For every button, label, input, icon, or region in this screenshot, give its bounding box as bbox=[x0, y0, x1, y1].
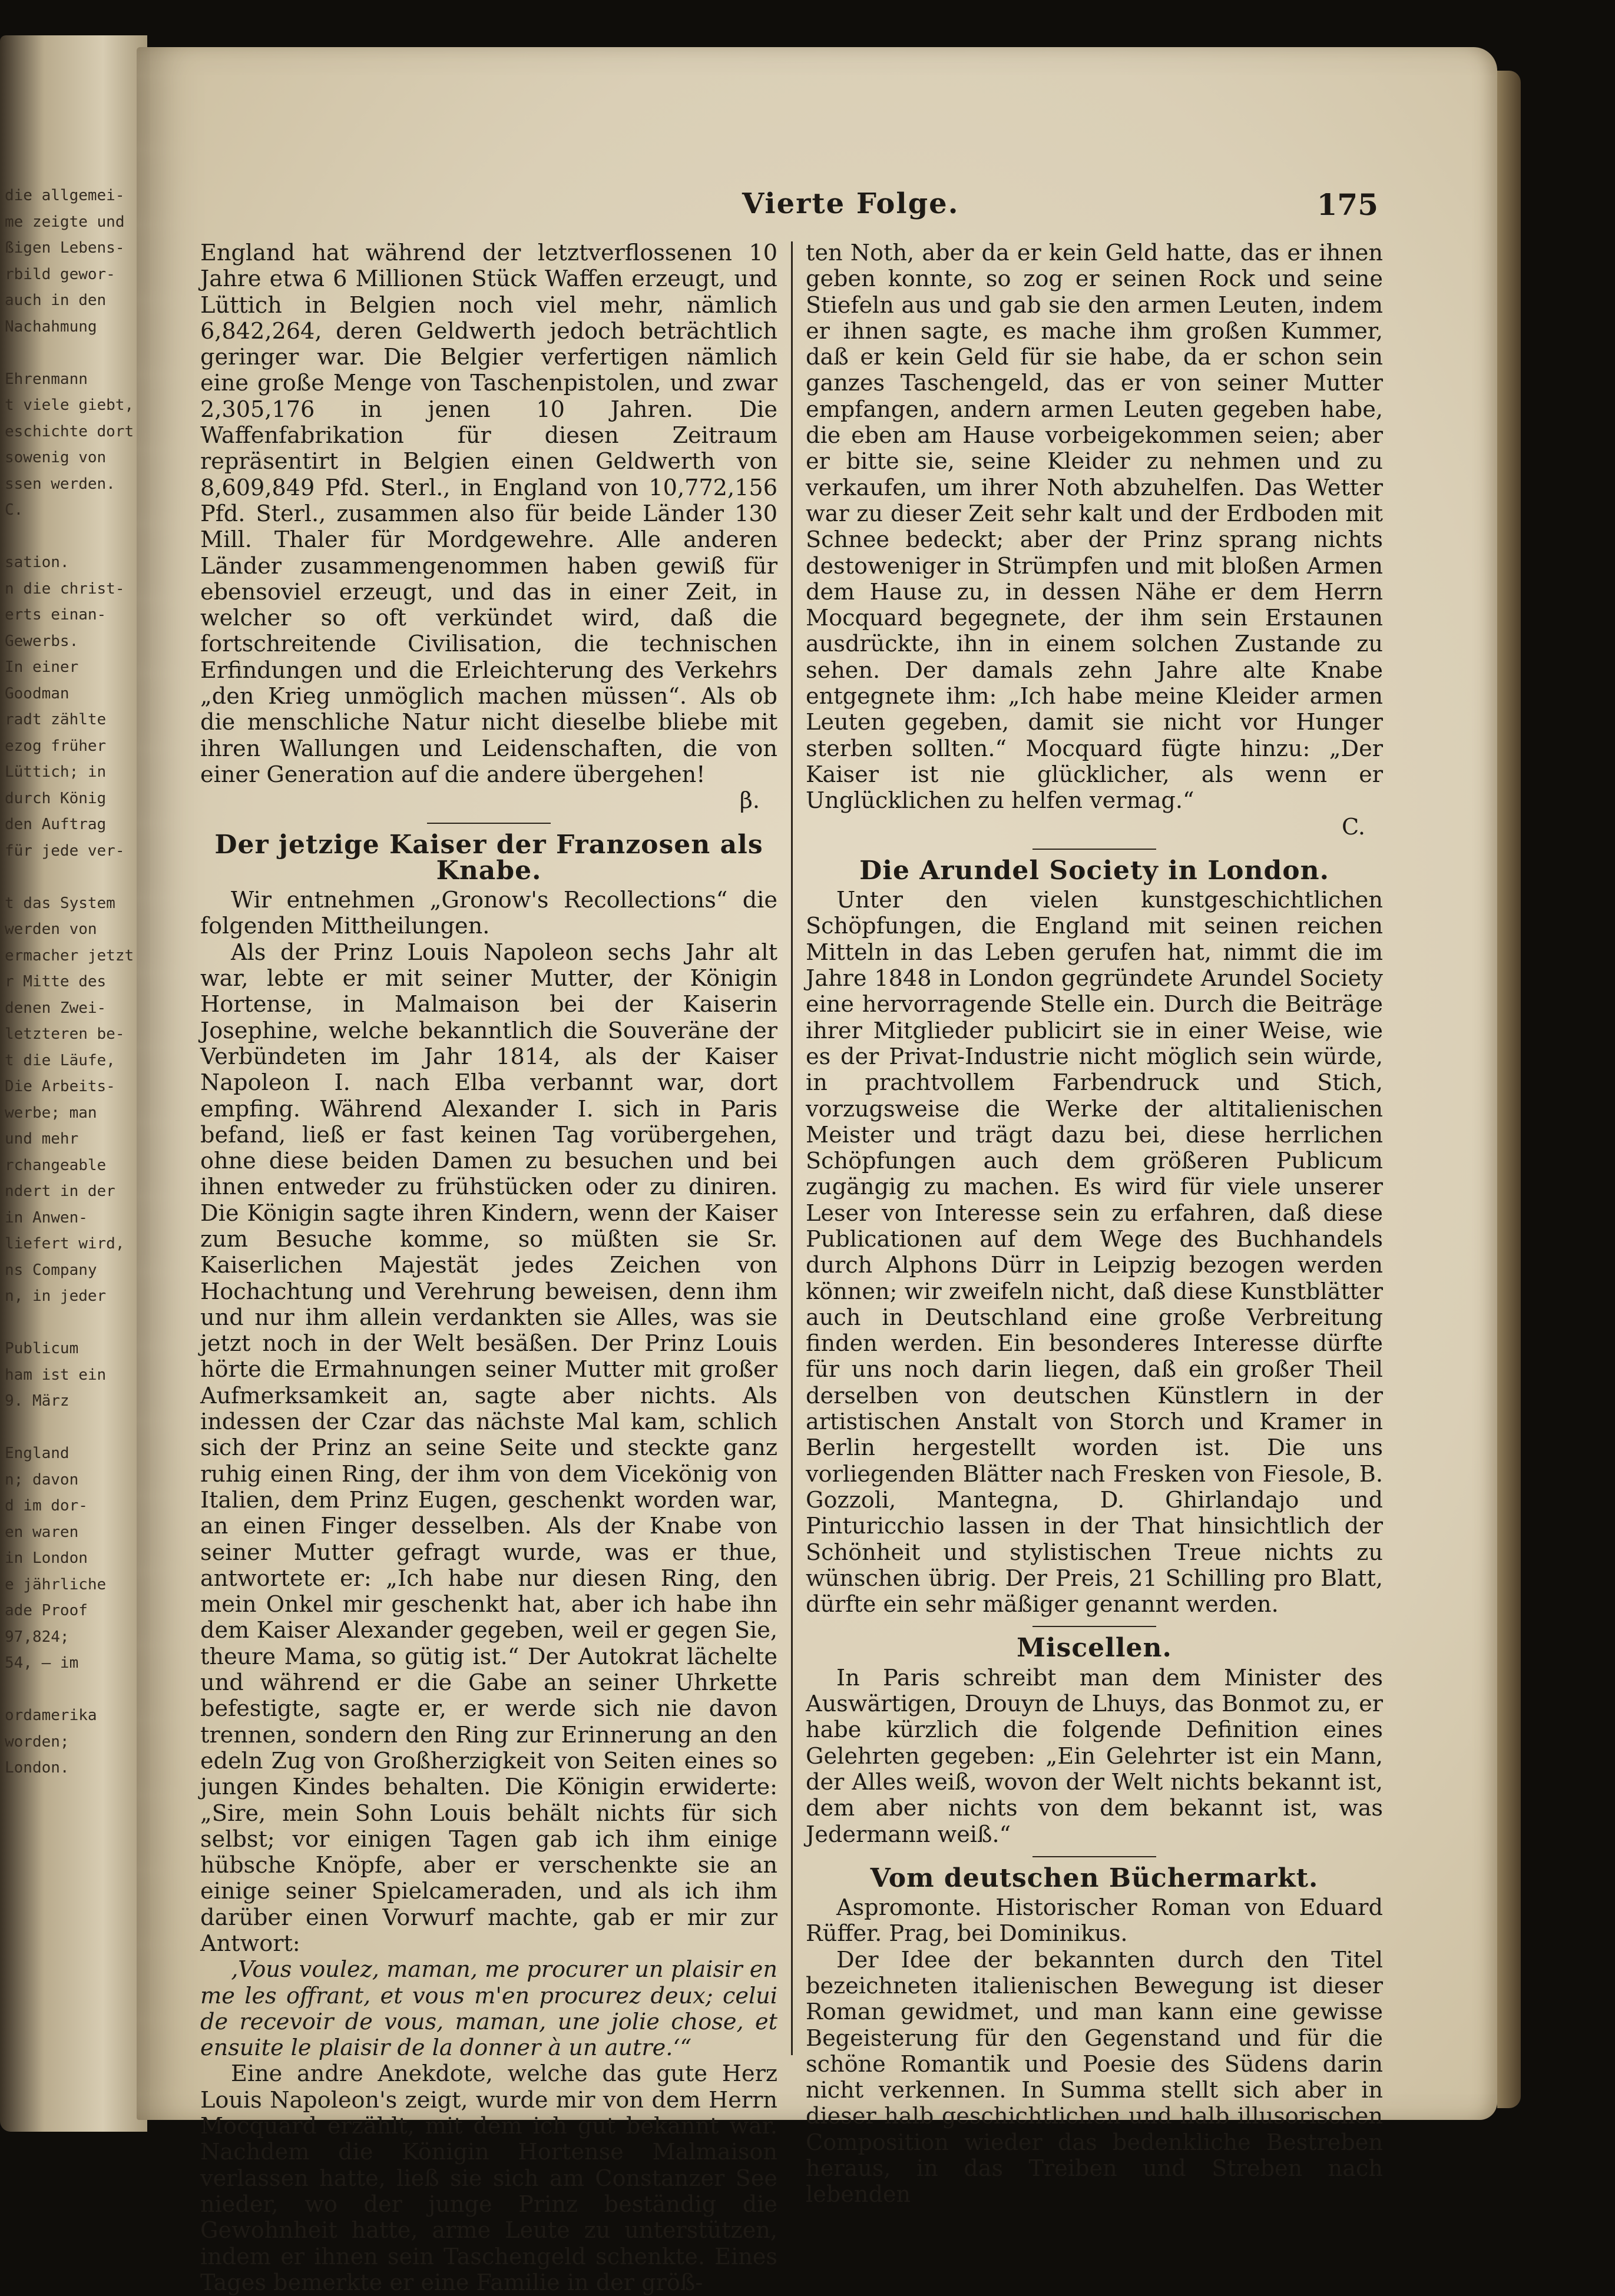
book-binding bbox=[1497, 71, 1521, 2108]
section-rule bbox=[1032, 849, 1156, 850]
column-divider bbox=[791, 241, 793, 2055]
article-paragraph: Als der Prinz Louis Napoleon sechs Jahr alt war, lebte er mit seiner Mutter, der Königin Hortense, in Malmaison bei der Kaiserin Josephine, welche bekanntlich die Souveräne der Verbündeten im Jahr 1814, als der Kaiser Napoleon I. nach Elba verbannt war, dort empfing. Während Alexander I. sich in Paris befand, ließ er fast keinen Tag vorübergehen, ohne diese beiden Damen zu besuchen und bei ihnen entweder zu frühstücken oder zu diniren. Die Königin sagte ihren Kindern, wenn der Kaiser zum Besuche komme, so müßten sie Sr. Kaiserlichen Majestät jedes Zeichen von Hochachtung und Verehrung beweisen, denn ihm und nur ihm allein verdankten sie Alles, was sie jetzt noch in der Welt besäßen. Der Prinz Louis hörte die Ermahnungen seiner Mutter mit großer Aufmerksamkeit an, sagte aber nichts. Als indessen der Czar das nächste Mal kam, schlich sich der Prinz an seine Seite und steckte ganz ruhig einen Ring, der ihm von dem Vicekönig von Italien, dem Prinz Eugen, geschenkt worden war, an einen Finger desselben. Als der Knabe von seiner Mutter gefragt wurde, was er thue, antwortete er: „Ich habe nur diesen Ring, den mein Onkel mir geschenkt hat, aber ich habe ihn dem Kaiser Alexander gegeben, weil er gegen Sie, theure Mama, so gütig ist.“ Der Autokrat lächelte und während er die Gabe an seiner Uhrkette befestigte, sagte er, er werde sich nie davon trennen, sondern den Ring zur Erinnerung an den edeln Zug von Großherzigkeit von Seiten eines so jungen Kindes behalten. Die Königin erwiderte: „Sire, mein Sohn Louis behält nichts für sich selbst; vor einigen Tagen gab ich ihm einige hübsche Knöpfe, aber er verschenkte sie an einige seiner Spielcameraden, und als ich ihm darüber einen Vorwurf machte, gab er mir zur Antwort: bbox=[200, 939, 777, 1957]
right-column bbox=[806, 240, 1383, 2208]
section-rule bbox=[1032, 1856, 1156, 1857]
adjacent-page-text: die allgemei- me zeigte und ßigen Lebens- rbild gewor- auch in den Nachahmung Ehrenmann t viele giebt, eschichte dort sowenig von ssen werden. C. sation. n die christ- erts einan- Gewerbs. In einer Goodman radt zählte ezog früher Lüttich; in durch König den Auftrag für jede ver- t das System werden von ermacher jetzt r Mitte des denen Zwei- letzteren be- t die Läufe, Die Arbeits- werbe; man und mehr rchangeable ndert in der in Anwen- liefert wird, ns Company n, in jeder Publicum ham ist ein 9. März England n; davon d im dor- en waren in London e jährliche ade Proof 97,824; 54, — im ordamerika worden; London. bbox=[5, 187, 134, 1777]
french-quote: ‚Vous voulez, maman, me procurer un plaisir en me les offrant, et vous m'en procurez deux; celui de recevoir de vous, maman, une jolie chose, et ensuite le plaisir de la donner à un autre.‘“ bbox=[200, 1957, 777, 2062]
miscellen-heading: Miscellen. bbox=[1017, 1633, 1172, 1664]
buechermarkt-heading: Vom deutschen Büchermarkt. bbox=[870, 1863, 1319, 1893]
miscellen-paragraph: In Paris schreibt man dem Minister des Auswärtigen, Drouyn de Lhuys, das Bonmot zu, er habe kürzlich die folgende Definition eines Gelehrten gegeben: „Ein Gelehrter ist ein Mann, der Alles weiß, wovon der Welt nichts bekannt ist, dem aber nichts von dem bekannt ist, was Jedermann weiß.“ bbox=[806, 1665, 1383, 1848]
page-number: 175 bbox=[1316, 187, 1378, 222]
section-rule bbox=[427, 823, 551, 824]
running-title: Vierte Folge. bbox=[742, 187, 959, 220]
intro-paragraph: England hat während der letztverflossenen 10 Jahre etwa 6 Millionen Stück Waffen erzeugt, und Lüttich in Belgien noch viel mehr, nämlich 6,842,264, deren Geldwerth jedoch beträchtlich geringer war. Die Belgier verfertigen nämlich eine große Menge von Taschenpistolen, und zwar 2,305,176 in jenen 10 Jahren. Die Waffenfabrikation für diesen Zeitraum repräsentirt in Belgien einen Geldwerth von 8,609,849 Pfd. Sterl., in England von 10,772,156 Pfd. Sterl., zusammen also für beide Länder 130 Mill. Thaler für Mordgewehre. Alle anderen Länder zusammengenommen haben gewiß für ebensoviel erzeugt, und das in einer Zeit, in welcher so oft verkündet wird, daß die fortschreitende Civilisation, die technischen Erfindungen und die Erleichterung des Verkehrs „den Krieg unmöglich machen müssen“. Als ob die menschliche Natur nicht dieselbe bliebe mit ihren Wallungen und Leidenschaften, die von einer Generation auf die andere übergehen! bbox=[200, 240, 777, 788]
page-header bbox=[742, 187, 1378, 228]
section-rule bbox=[1032, 1626, 1156, 1627]
continuation-signature: C. bbox=[1342, 814, 1365, 840]
intro-signature: β. bbox=[739, 788, 760, 814]
arundel-paragraph: Unter den vielen kunstgeschichtlichen Schöpfungen, die England mit seinen reichen Mitteln in das Leben gerufen hat, nimmt die im Jahre 1848 in London gegründete Arundel Society eine hervorragende Stelle ein. Durch die Beiträge ihrer Mitglieder publicirt sie in einer Weise, wie es der Privat-Industrie nicht möglich sein würde, in prachtvollem Farbendruck und Stich, vorzugsweise die Werke der altitalienischen Meister und trägt dazu bei, diese herrlichen Schöpfungen auch dem größeren Publicum zugängig zu machen. Es wird für viele unserer Leser von Interesse sein zu erfahren, daß diese Publicationen auf dem Wege des Buchhandels durch Alphons Dürr in Leipzig bezogen werden können; wir zweifeln nicht, daß diese Kunstblätter auch in Deutschland eine große Verbreitung finden werden. Ein besonderes Interesse dürfte für uns noch darin liegen, daß ein großer Theil derselben von deutschen Künstlern in der artistischen Anstalt von Storch und Kramer in Berlin hergestellt worden ist. Die uns vorliegenden Blätter nach Fresken von Fiesole, B. Gozzoli, Mantegna, D. Ghirlandajo und Pinturicchio lassen in der That hinsichtlich der Schönheit und stylistischen Treue nichts zu wünschen übrig. Der Preis, 21 Schilling pro Blatt, dürfte ein sehr mäßiger genannt werden. bbox=[806, 887, 1383, 1618]
continuation-paragraph: ten Noth, aber da er kein Geld hatte, das er ihnen geben konnte, so zog er seinen Rock und seine Stiefeln aus und gab sie den armen Leuten, indem er ihnen sagte, es mache ihm großen Kummer, daß er kein Geld für sie habe, da er schon sein ganzes Taschengeld, das er von seiner Mutter empfangen, andern armen Leuten gegeben habe, die eben am Hause vorbeigekommen seien; aber er bitte sie, seine Kleider zu nehmen und zu verkaufen, um ihrer Noth abzuhelfen. Das Wetter war zu dieser Zeit sehr kalt und der Erdboden mit Schnee bedeckt; aber der Prinz sprang nichts destoweniger in Strümpfen und mit bloßen Armen dem Hause zu, in dessen Nähe er dem Herrn Mocquard begegnete, der ihm sein Erstaunen ausdrückte, ihn in einem solchen Zustande zu sehen. Der damals zehn Jahre alte Knabe entgegnete ihm: „Ich habe meine Kleider armen Leuten gegeben, damit sie nicht vor Hunger sterben sollten.“ Mocquard fügte hinzu: „Der Kaiser ist nie glücklicher, als wenn er Unglücklichen zu helfen vermag.“ bbox=[806, 240, 1383, 814]
arundel-heading: Die Arundel Society in London. bbox=[859, 855, 1329, 886]
article-paragraph: Wir entnehmen „Gronow's Recollections“ die folgenden Mittheilungen. bbox=[200, 887, 777, 940]
article-heading: Der jetzige Kaiser der Franzosen als Knabe. bbox=[214, 829, 763, 886]
adjacent-page-edge bbox=[0, 35, 147, 2132]
closing-paragraph: Eine andre Anekdote, welche das gute Herz Louis Napoleon's zeigt, wurde mir von dem Herrn Mocquard erzählt, mit dem ich gut bekannt war. Nachdem die Königin Hortense Malmaison verlassen hatte, ließ sie sich am Constanzer See nieder, wo der junge Prinz beständig die Gewohnheit hatte, arme Leute zu unterstützen, indem er ihnen sein Taschengeld schenkte. Eines Tages bemerkte er eine Familie in der größ- bbox=[200, 2061, 777, 2296]
book-title-line: Aspromonte. Historischer Roman von Eduard Rüffer. Prag, bei Dominikus. bbox=[806, 1895, 1383, 1947]
book-review: Der Idee der bekannten durch den Titel bezeichneten italienischen Bewegung ist dieser Roman gewidmet, und man kann eine gewisse Begeisterung für den Gegenstand und für die schöne Romantik und Poesie des Südens darin nicht verkennen. In Summa stellt sich aber in dieser halb geschichtlichen und halb illusorischen Composition wieder das bedenkliche Bestreben heraus, in das Treiben und Streben nach lebenden bbox=[806, 1947, 1383, 2208]
left-column bbox=[200, 240, 777, 2296]
